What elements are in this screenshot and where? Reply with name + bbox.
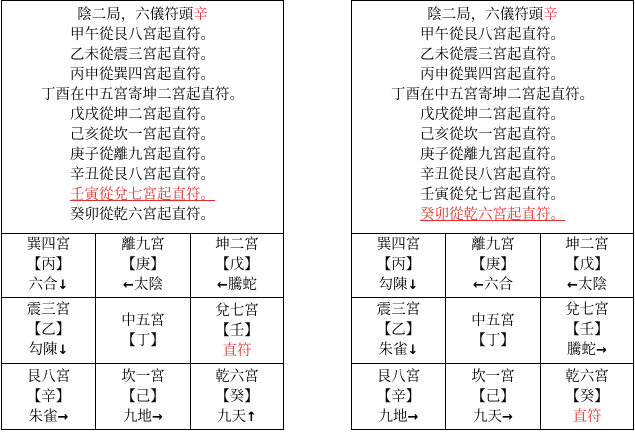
direction-arrow-icon: →: [596, 343, 607, 358]
rule-line: [352, 125, 633, 145]
rule-line: [2, 85, 283, 105]
palace-name: 中五宮: [121, 312, 165, 329]
palace-stem: 【丁】: [121, 332, 165, 349]
palace-cell: [191, 298, 283, 364]
palace-name: 震三宮: [26, 302, 71, 318]
palace-bottom: [473, 407, 513, 428]
zhifu-label: 直符: [222, 342, 252, 359]
direction-arrow-icon: ←: [567, 278, 578, 293]
deity-label: 九天: [217, 408, 247, 425]
palace-bottom: [379, 407, 419, 428]
palace-bottom: [29, 407, 69, 428]
title-highlight: 辛: [193, 7, 208, 23]
panel-right: [351, 0, 634, 430]
palace-cell: [541, 364, 633, 430]
palace-name: 離九宮: [471, 237, 515, 253]
rule-text: 辛丑從艮八宮起直符。: [70, 167, 215, 183]
palace-stem: 【壬】: [215, 322, 259, 339]
palace-bottom: [29, 275, 69, 296]
rule-line: [352, 65, 633, 85]
deity-label: 勾陳: [378, 277, 408, 293]
panel-left: [1, 0, 284, 430]
direction-arrow-icon: →: [502, 409, 513, 425]
rule-text: 戊戌從坤二宮起直符。: [420, 107, 565, 123]
rule-line: [2, 65, 283, 85]
palace-name: 離九宮: [121, 237, 165, 253]
rule-line: [2, 105, 283, 125]
rule-text: 癸卯從乾六宮起直符。: [70, 207, 215, 223]
direction-arrow-icon: ←: [473, 278, 484, 293]
rule-text: 壬寅從兌七宮起直符。: [70, 187, 215, 203]
palace-stem: 【丁】: [471, 332, 515, 349]
deity-label: 九天: [473, 408, 503, 425]
palace-cell: [541, 298, 633, 364]
palace-cell: [96, 234, 191, 298]
palace-name: 艮八宮: [376, 368, 421, 385]
deity-label: 騰蛇: [567, 342, 597, 358]
palace-bottom: [29, 340, 69, 361]
palace-bottom: [379, 340, 419, 361]
palace-stem: 【癸】: [215, 388, 259, 405]
palace-bottom: [217, 407, 257, 428]
rule-line: [352, 165, 633, 185]
rule-text: 甲午從艮八宮起直符。: [420, 27, 565, 43]
direction-arrow-icon: →: [57, 409, 69, 425]
title-line: [2, 5, 283, 25]
palace-name: 坎一宮: [121, 368, 165, 385]
palace-stem: 【戊】: [565, 257, 609, 273]
direction-arrow-icon: ←: [217, 278, 228, 293]
palace-bottom: [473, 275, 513, 296]
rule-text: 戊戌從坤二宮起直符。: [70, 107, 215, 123]
palace-bottom: [123, 407, 163, 428]
palace-stem: 【丙】: [376, 257, 421, 273]
deity-label: 朱雀: [378, 342, 408, 358]
rule-text: 丁酉在中五宮寄坤二宮起直符。: [391, 87, 594, 103]
direction-arrow-icon: →: [152, 409, 163, 425]
palace-name: 兌七宮: [565, 302, 609, 318]
palace-cell: [446, 234, 541, 298]
palace-stem: 【丙】: [26, 257, 71, 273]
title-text: 陰二局，六儀符頭: [427, 7, 544, 23]
direction-arrow-icon: ←: [123, 278, 134, 293]
direction-arrow-icon: →: [407, 409, 419, 425]
palace-cell: [2, 298, 96, 364]
palace-stem: 【辛】: [376, 388, 421, 405]
rule-line: [2, 25, 283, 45]
rules-header: [2, 1, 283, 234]
direction-arrow-icon: ↓: [407, 343, 419, 358]
palace-stem: 【戊】: [215, 257, 259, 273]
palace-cell: [2, 364, 96, 430]
palace-name: 艮八宮: [26, 368, 71, 385]
direction-arrow-icon: ↓: [57, 343, 69, 358]
palace-cell: [191, 234, 283, 298]
direction-arrow-icon: ↓: [407, 278, 419, 293]
rule-line: [352, 185, 633, 205]
palace-cell: [541, 234, 633, 298]
palace-name: 中五宮: [471, 312, 515, 329]
deity-label: 六合: [483, 277, 513, 293]
palace-name: 坤二宮: [565, 237, 609, 253]
palace-grid: [2, 234, 283, 430]
palace-cell: [352, 364, 446, 430]
rule-text: 丙申從巽四宮起直符。: [70, 67, 215, 83]
palace-bottom: [573, 407, 602, 427]
palace-name: 巽四宮: [26, 237, 71, 253]
palace-name: 坤二宮: [215, 237, 259, 253]
palace-cell: [96, 298, 191, 364]
rule-text: 乙未從震三宮起直符。: [70, 47, 215, 63]
rules-header: [352, 1, 633, 234]
palace-grid: [352, 234, 633, 430]
rule-line: [2, 145, 283, 165]
rule-text: 癸卯從乾六宮起直符。: [420, 207, 565, 223]
deity-label: 九地: [123, 408, 153, 425]
palace-name: 震三宮: [376, 302, 421, 318]
rule-line: [352, 205, 633, 225]
palace-stem: 【己】: [471, 388, 515, 405]
palace-name: 巽四宮: [376, 237, 421, 253]
deity-label: 騰蛇: [227, 277, 257, 293]
deity-label: 太陰: [577, 277, 607, 293]
rule-text: 乙未從震三宮起直符。: [420, 47, 565, 63]
rule-line: [2, 125, 283, 145]
palace-cell: [446, 364, 541, 430]
rule-line: [352, 45, 633, 65]
palace-name: 乾六宮: [565, 369, 609, 385]
palace-bottom: [217, 275, 257, 296]
rule-line: [352, 145, 633, 165]
rule-line: [2, 205, 283, 225]
direction-arrow-icon: ↑: [246, 409, 257, 425]
palace-stem: 【己】: [121, 388, 165, 405]
rule-text: 庚子從離九宮起直符。: [420, 147, 565, 163]
deity-label: 九地: [378, 408, 408, 425]
rule-text: 壬寅從兌七宮起直符。: [420, 187, 565, 203]
title-highlight: 辛: [543, 7, 558, 23]
palace-cell: [446, 298, 541, 364]
palace-cell: [2, 234, 96, 298]
zhifu-label: 直符: [572, 409, 602, 425]
palace-name: 兌七宮: [215, 302, 259, 319]
rule-line: [352, 105, 633, 125]
rule-text: 己亥從坎一宮起直符。: [420, 127, 565, 143]
palace-stem: 【乙】: [376, 322, 421, 338]
palace-bottom: [567, 340, 607, 361]
title-text: 陰二局，六儀符頭: [77, 7, 194, 23]
palace-bottom: [223, 341, 252, 361]
deity-label: 六合: [28, 277, 58, 293]
palace-stem: 【庚】: [471, 257, 515, 273]
deity-label: 朱雀: [28, 408, 58, 425]
rule-line: [352, 85, 633, 105]
palace-bottom: [123, 275, 163, 296]
rule-text: 甲午從艮八宮起直符。: [70, 27, 215, 43]
palace-stem: 【庚】: [121, 257, 165, 273]
rule-text: 丁酉在中五宮寄坤二宮起直符。: [41, 87, 244, 103]
rule-line: [2, 185, 283, 205]
palace-stem: 【辛】: [26, 388, 71, 405]
rule-line: [2, 45, 283, 65]
rule-text: 丙申從巽四宮起直符。: [420, 67, 565, 83]
palace-name: 乾六宮: [215, 368, 259, 385]
direction-arrow-icon: ↓: [57, 278, 69, 293]
palace-bottom: [567, 275, 607, 296]
rule-line: [2, 165, 283, 185]
palace-cell: [191, 364, 283, 430]
palace-stem: 【癸】: [565, 389, 609, 405]
palace-stem: 【乙】: [26, 322, 71, 338]
rule-text: 辛丑從艮八宮起直符。: [420, 167, 565, 183]
rule-line: [352, 25, 633, 45]
title-line: [352, 5, 633, 25]
deity-label: 勾陳: [28, 342, 58, 358]
palace-cell: [352, 298, 446, 364]
palace-name: 坎一宮: [471, 368, 515, 385]
deity-label: 太陰: [133, 277, 163, 293]
palace-bottom: [379, 275, 419, 296]
palace-stem: 【壬】: [565, 322, 609, 338]
palace-cell: [352, 234, 446, 298]
palace-cell: [96, 364, 191, 430]
rule-text: 己亥從坎一宮起直符。: [70, 127, 215, 143]
rule-text: 庚子從離九宮起直符。: [70, 147, 215, 163]
